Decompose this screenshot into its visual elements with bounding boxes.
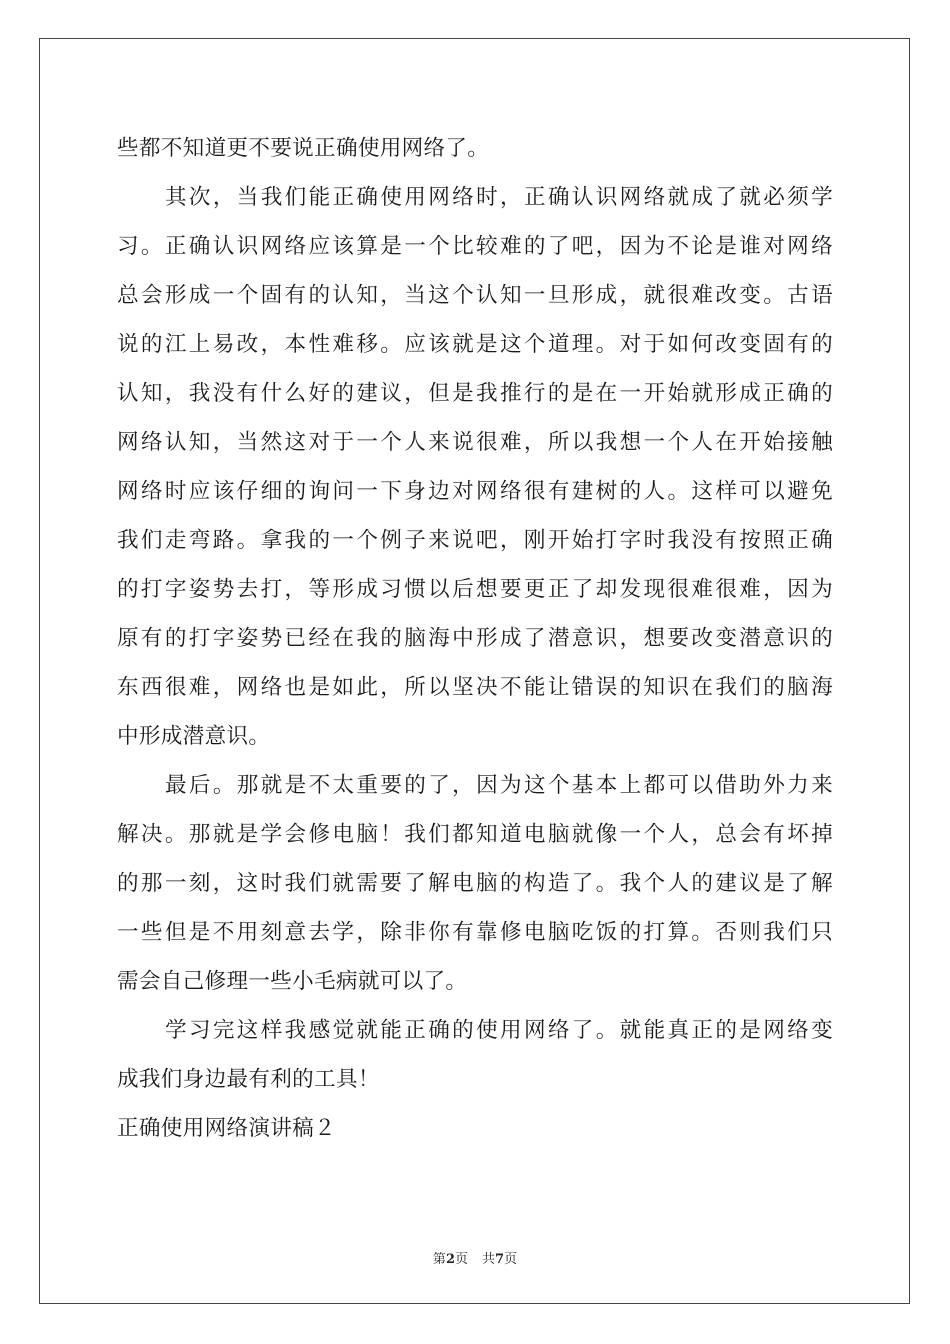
- total-prefix: 共: [482, 1252, 496, 1267]
- paragraph-line: 网络认知，当然这对于一个人来说很难，所以我想一个人在开始接触: [117, 430, 833, 455]
- paragraph-line: 原有的打字姿势已经在我的脑海中形成了潜意识，想要改变潜意识的: [117, 626, 833, 651]
- page-number: 2: [445, 1252, 455, 1267]
- total-pages: 7: [495, 1252, 505, 1267]
- paragraph-line: 总会形成一个固有的认知，当这个认知一旦形成，就很难改变。古语: [117, 283, 833, 308]
- paragraph-line: 解决。那就是学会修电脑！我们都知道电脑就像一个人，总会有坏掉: [117, 822, 833, 847]
- paragraph-line: 说的江上易改，本性难移。应该就是这个道理。对于如何改变固有的: [117, 332, 833, 357]
- paragraph-line: 最后。那就是不太重要的了，因为这个基本上都可以借助外力来: [165, 773, 833, 798]
- paragraph-line: 中形成潜意识。: [117, 724, 271, 749]
- paragraph-line: 些都不知道更不要说正确使用网络了。: [117, 136, 490, 161]
- page-footer: [0, 1248, 950, 1267]
- paragraph-line: 需会自己修理一些小毛病就可以了。: [117, 969, 468, 994]
- paragraph-line: 一些但是不用刻意去学，除非你有靠修电脑吃饭的打算。否则我们只: [117, 920, 833, 945]
- total-suffix: 页: [504, 1252, 518, 1267]
- section-heading: 正确使用网络演讲稿２: [117, 1116, 336, 1141]
- paragraph-line: 的那一刻，这时我们就需要了解电脑的构造了。我个人的建议是了解: [117, 871, 833, 896]
- paragraph-line: 网络时应该仔细的询问一下身边对网络很有建树的人。这样可以避免: [117, 479, 833, 504]
- paragraph-line: 学习完这样我感觉就能正确的使用网络了。就能真正的是网络变: [165, 1018, 833, 1043]
- paragraph-line: 我们走弯路。拿我的一个例子来说吧，刚开始打字时我没有按照正确: [117, 528, 833, 553]
- paragraph-line: 的打字姿势去打，等形成习惯以后想要更正了却发现很难很难，因为: [117, 577, 833, 602]
- page-prefix: 第: [432, 1252, 446, 1267]
- paragraph-line: 东西很难，网络也是如此，所以坚决不能让错误的知识在我们的脑海: [117, 675, 833, 700]
- paragraph-line: 习。正确认识网络应该算是一个比较难的了吧，因为不论是谁对网络: [117, 234, 833, 259]
- document-body: [117, 124, 833, 1153]
- paragraph-line: 成我们身边最有利的工具！: [117, 1067, 380, 1092]
- paragraph-line: 其次，当我们能正确使用网络时，正确认识网络就成了就必须学: [165, 185, 833, 210]
- paragraph-line: 认知，我没有什么好的建议，但是我推行的是在一开始就形成正确的: [117, 381, 833, 406]
- page-suffix: 页: [454, 1252, 468, 1267]
